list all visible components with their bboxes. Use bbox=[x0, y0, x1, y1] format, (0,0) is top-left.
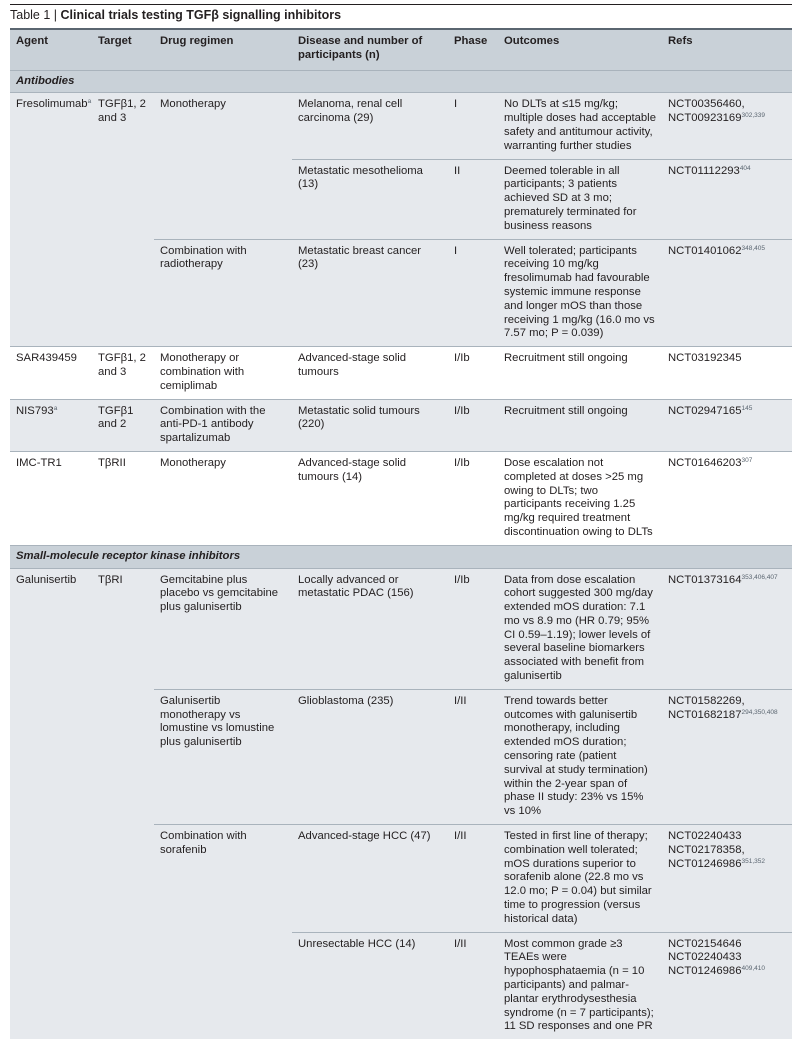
table-caption bbox=[10, 8, 341, 22]
section-row bbox=[10, 70, 792, 93]
target-cell: TGFβ1 and 2 bbox=[92, 399, 154, 451]
target-cell: TβRII bbox=[92, 451, 154, 545]
table-row bbox=[10, 568, 792, 689]
regimen-cell: Monotherapy bbox=[154, 93, 292, 239]
phase-cell: I/Ib bbox=[448, 347, 498, 399]
phase-cell: I/II bbox=[448, 825, 498, 933]
header-row bbox=[10, 29, 792, 70]
refs-cell: NCT01646203$^{307}$ bbox=[662, 451, 792, 545]
section-row bbox=[10, 545, 792, 568]
section-small-molecule: Small-molecule receptor kinase inhibitors bbox=[10, 545, 792, 568]
col-phase: Phase bbox=[448, 29, 498, 70]
phase-cell: I/II bbox=[448, 932, 498, 1039]
disease-cell: Locally advanced or metastatic PDAC (156) bbox=[292, 568, 448, 689]
col-agent: Agent bbox=[10, 29, 92, 70]
disease-cell: Unresectable HCC (14) bbox=[292, 932, 448, 1039]
table-row bbox=[10, 399, 792, 451]
table-row bbox=[10, 347, 792, 399]
regimen-cell: Gemcitabine plus placebo vs gemcitabine plus galunisertib bbox=[154, 568, 292, 689]
disease-cell: Advanced-stage solid tumours bbox=[292, 347, 448, 399]
agent-cell: NIS793$^a$ bbox=[10, 399, 92, 451]
top-rule bbox=[10, 4, 792, 5]
disease-cell: Glioblastoma (235) bbox=[292, 689, 448, 824]
disease-cell: Metastatic breast cancer (23) bbox=[292, 239, 448, 347]
col-disease: Disease and number of participants (n) bbox=[292, 29, 448, 70]
disease-cell: Advanced-stage HCC (47) bbox=[292, 825, 448, 933]
col-outcomes: Outcomes bbox=[498, 29, 662, 70]
outcome-cell: Most common grade ≥3 TEAEs were hypophosphataemia (n = 10 participants) and palmar-plantar erythrodysesthesia syndrome (n = 7 participants); 11 SD responses and one PR bbox=[498, 932, 662, 1039]
outcome-cell: Data from dose escalation cohort suggested 300 mg/day extended mOS duration: 7.1 mo vs 8.9 mo (HR 0.79; 95% CI 0.59–1.19); lower levels of several baseline biomarkers associated with benefit from galunisertib bbox=[498, 568, 662, 689]
refs-cell: NCT01373164$^{353,406,407}$ bbox=[662, 568, 792, 689]
col-regimen: Drug regimen bbox=[154, 29, 292, 70]
phase-cell: I bbox=[448, 93, 498, 159]
section-antibodies: Antibodies bbox=[10, 70, 792, 93]
table-row bbox=[10, 451, 792, 545]
refs-cell: NCT02947165$^{145}$ bbox=[662, 399, 792, 451]
clinical-trials-table bbox=[10, 28, 792, 1039]
col-target: Target bbox=[92, 29, 154, 70]
target-cell: TβRI bbox=[92, 568, 154, 1039]
refs-cell: NCT02154646 NCT02240433 NCT01246986$^{409,410}$ bbox=[662, 932, 792, 1039]
regimen-cell: Combination with radiotherapy bbox=[154, 239, 292, 347]
phase-cell: I bbox=[448, 239, 498, 347]
agent-cell: Galunisertib bbox=[10, 568, 92, 1039]
target-cell: TGFβ1, 2 and 3 bbox=[92, 93, 154, 347]
outcome-cell: Dose escalation not completed at doses >25 mg owing to DLTs; two participants receiving 1.25 mg/kg required treatment discontinuation owing to DLTs bbox=[498, 451, 662, 545]
disease-cell: Advanced-stage solid tumours (14) bbox=[292, 451, 448, 545]
refs-cell: NCT01582269, NCT01682187$^{294,350,408}$ bbox=[662, 689, 792, 824]
phase-cell: I/Ib bbox=[448, 568, 498, 689]
agent-cell: Fresolimumab$^a$ bbox=[10, 93, 92, 347]
table-row bbox=[10, 93, 792, 159]
regimen-cell: Monotherapy or combination with cemiplimab bbox=[154, 347, 292, 399]
refs-cell: NCT03192345 bbox=[662, 347, 792, 399]
outcome-cell: Tested in first line of therapy; combination well tolerated; mOS durations superior to sorafenib alone (22.8 mo vs 12.0 mo; P = 0.04) but similar time to progression (versus historical data) bbox=[498, 825, 662, 933]
agent-cell: SAR439459 bbox=[10, 347, 92, 399]
outcome-cell: Well tolerated; participants receiving 10 mg/kg fresolimumab had favourable systemic immune response and longer mOS than those receiving 1 mg/kg (16.0 mo vs 7.57 mo; P = 0.039) bbox=[498, 239, 662, 347]
refs-cell: NCT01401062$^{348,405}$ bbox=[662, 239, 792, 347]
outcome-cell: Recruitment still ongoing bbox=[498, 347, 662, 399]
table-title: Clinical trials testing TGFβ signalling inhibitors bbox=[60, 8, 342, 22]
regimen-cell: Galunisertib monotherapy vs lomustine vs lomustine plus galunisertib bbox=[154, 689, 292, 824]
target-cell: TGFβ1, 2 and 3 bbox=[92, 347, 154, 399]
disease-cell: Melanoma, renal cell carcinoma (29) bbox=[292, 93, 448, 159]
phase-cell: II bbox=[448, 159, 498, 239]
outcome-cell: Recruitment still ongoing bbox=[498, 399, 662, 451]
phase-cell: I/II bbox=[448, 689, 498, 824]
col-refs: Refs bbox=[662, 29, 792, 70]
phase-cell: I/Ib bbox=[448, 399, 498, 451]
disease-cell: Metastatic solid tumours (220) bbox=[292, 399, 448, 451]
table-label: Table 1 | bbox=[10, 8, 58, 22]
outcome-cell: No DLTs at ≤15 mg/kg; multiple doses had acceptable safety and antitumour activity, warranting further studies bbox=[498, 93, 662, 159]
refs-cell: NCT02240433 NCT02178358, NCT01246986$^{351,352}$ bbox=[662, 825, 792, 933]
regimen-cell: Combination with sorafenib bbox=[154, 825, 292, 1040]
outcome-cell: Deemed tolerable in all participants; 3 patients achieved SD at 3 mo; prematurely terminated for business reasons bbox=[498, 159, 662, 239]
disease-cell: Metastatic mesothelioma (13) bbox=[292, 159, 448, 239]
regimen-cell: Combination with the anti-PD-1 antibody spartalizumab bbox=[154, 399, 292, 451]
outcome-cell: Trend towards better outcomes with galunisertib monotherapy, including extended mOS duration; censoring rate (patient survival at study termination) within the 2-year span of phase II study: 23% vs 15% vs 10% bbox=[498, 689, 662, 824]
refs-cell: NCT00356460, NCT00923169$^{302,339}$ bbox=[662, 93, 792, 159]
refs-cell: NCT01112293$^{404}$ bbox=[662, 159, 792, 239]
phase-cell: I/Ib bbox=[448, 451, 498, 545]
agent-cell: IMC-TR1 bbox=[10, 451, 92, 545]
regimen-cell: Monotherapy bbox=[154, 451, 292, 545]
